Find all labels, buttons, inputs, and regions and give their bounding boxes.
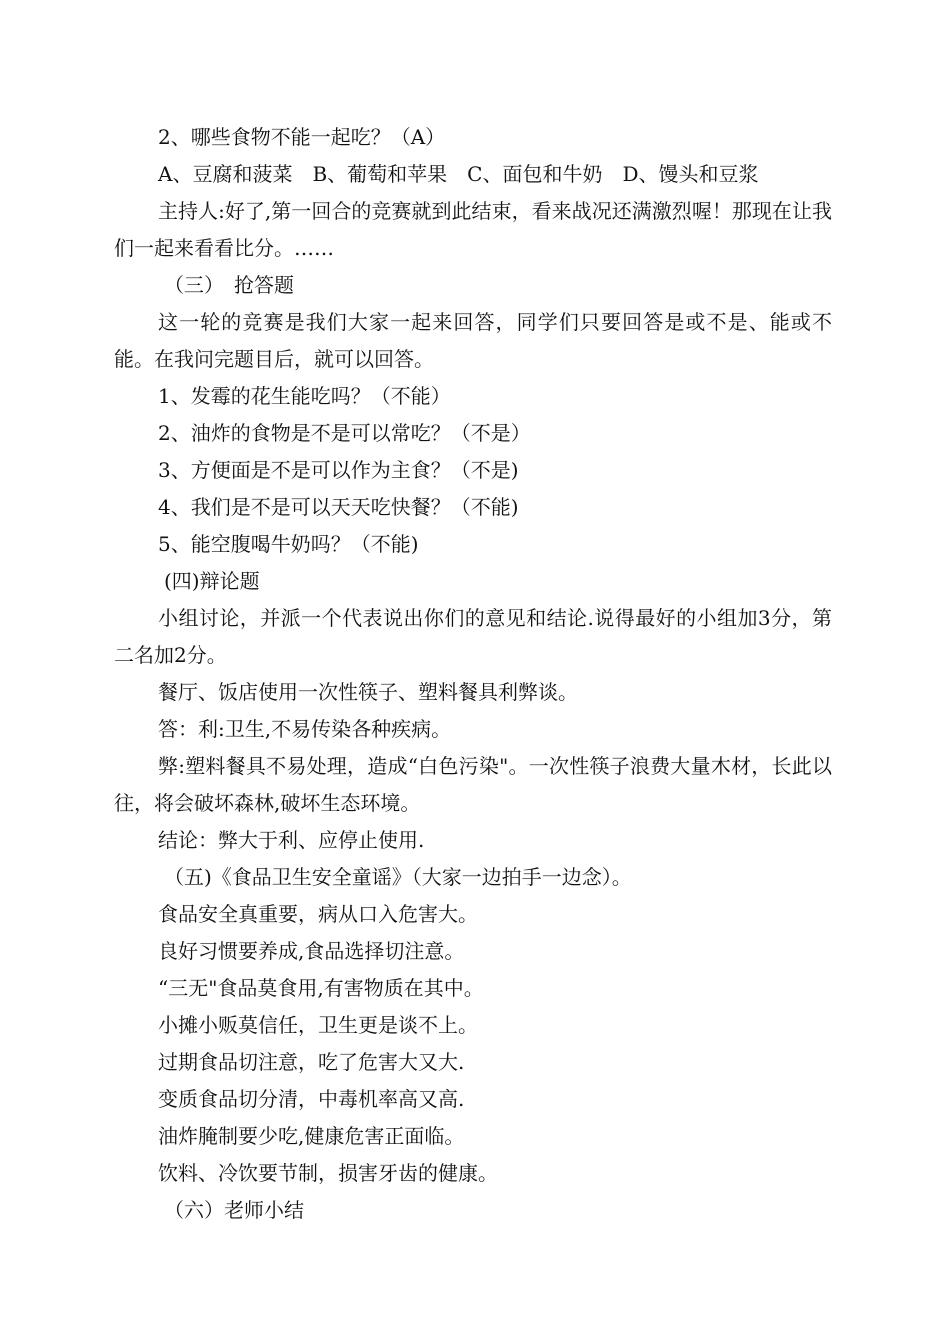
rhyme-line-4: 小摊小贩莫信任，卫生更是谈不上。 xyxy=(158,1013,478,1037)
debate-instructions: 小组讨论，并派一个代表说出你们的意见和结论.说得最好的小组加3分，第二名加2分。 xyxy=(114,606,832,667)
host-remark: 主持人:好了,第一回合的竞赛就到此结束，看来战况还满激烈喔！那现在让我们一起来看看比分。…… xyxy=(114,199,832,260)
question-2-options: A、豆腐和菠菜 B、葡萄和苹果 C、面包和牛奶 D、馒头和豆浆 xyxy=(158,162,759,186)
debate-pros: 答：利:卫生,不易传染各种疾病。 xyxy=(158,717,452,741)
quick-question-4: 4、我们是不是可以天天吃快餐？（不能) xyxy=(158,495,519,519)
section-3-heading: （三） 抢答题 xyxy=(164,273,294,297)
rhyme-line-7: 油炸腌制要少吃,健康危害正面临。 xyxy=(158,1124,465,1148)
rhyme-line-3: “三无"食品莫食用,有害物质在其中。 xyxy=(158,976,484,1000)
rhyme-line-1: 食品安全真重要，病从口入危害大。 xyxy=(158,902,478,926)
document-body xyxy=(114,119,832,1229)
rhyme-line-2: 良好习惯要养成,食品选择切注意。 xyxy=(158,939,465,963)
section-6-heading: （六）老师小结 xyxy=(164,1198,304,1222)
rhyme-line-8: 饮料、冷饮要节制，损害牙齿的健康。 xyxy=(158,1161,498,1185)
rhyme-line-5: 过期食品切注意，吃了危害大又大. xyxy=(158,1050,465,1074)
quick-question-5: 5、能空腹喝牛奶吗？（不能) xyxy=(158,532,419,556)
quick-question-2: 2、油炸的食物是不是可以常吃？（不是） xyxy=(158,421,531,445)
section-5-heading: （五)《食品卫生安全童谣》（大家一边拍手一边念）。 xyxy=(164,865,632,889)
question-2: 2、哪些食物不能一起吃？（A） xyxy=(158,125,446,149)
section-4-heading: (四)辩论题 xyxy=(164,569,260,593)
rhyme-line-6: 变质食品切分清，中毒机率高又高. xyxy=(158,1087,465,1111)
debate-topic: 餐厅、饭店使用一次性筷子、塑料餐具利弊谈。 xyxy=(158,680,578,704)
debate-cons: 弊:塑料餐具不易处理，造成“白色污染"。一次性筷子浪费大量木材，长此以往，将会破坏森林,破坏生态环境。 xyxy=(114,754,832,815)
debate-conclusion: 结论：弊大于利、应停止使用. xyxy=(158,828,425,852)
section-3-intro: 这一轮的竞赛是我们大家一起来回答，同学们只要回答是或不是、能或不能。在我问完题目后，就可以回答。 xyxy=(114,310,832,371)
quick-question-3: 3、方便面是不是可以作为主食？（不是) xyxy=(158,458,519,482)
quick-question-1: 1、发霉的花生能吃吗？（不能） xyxy=(158,384,451,408)
